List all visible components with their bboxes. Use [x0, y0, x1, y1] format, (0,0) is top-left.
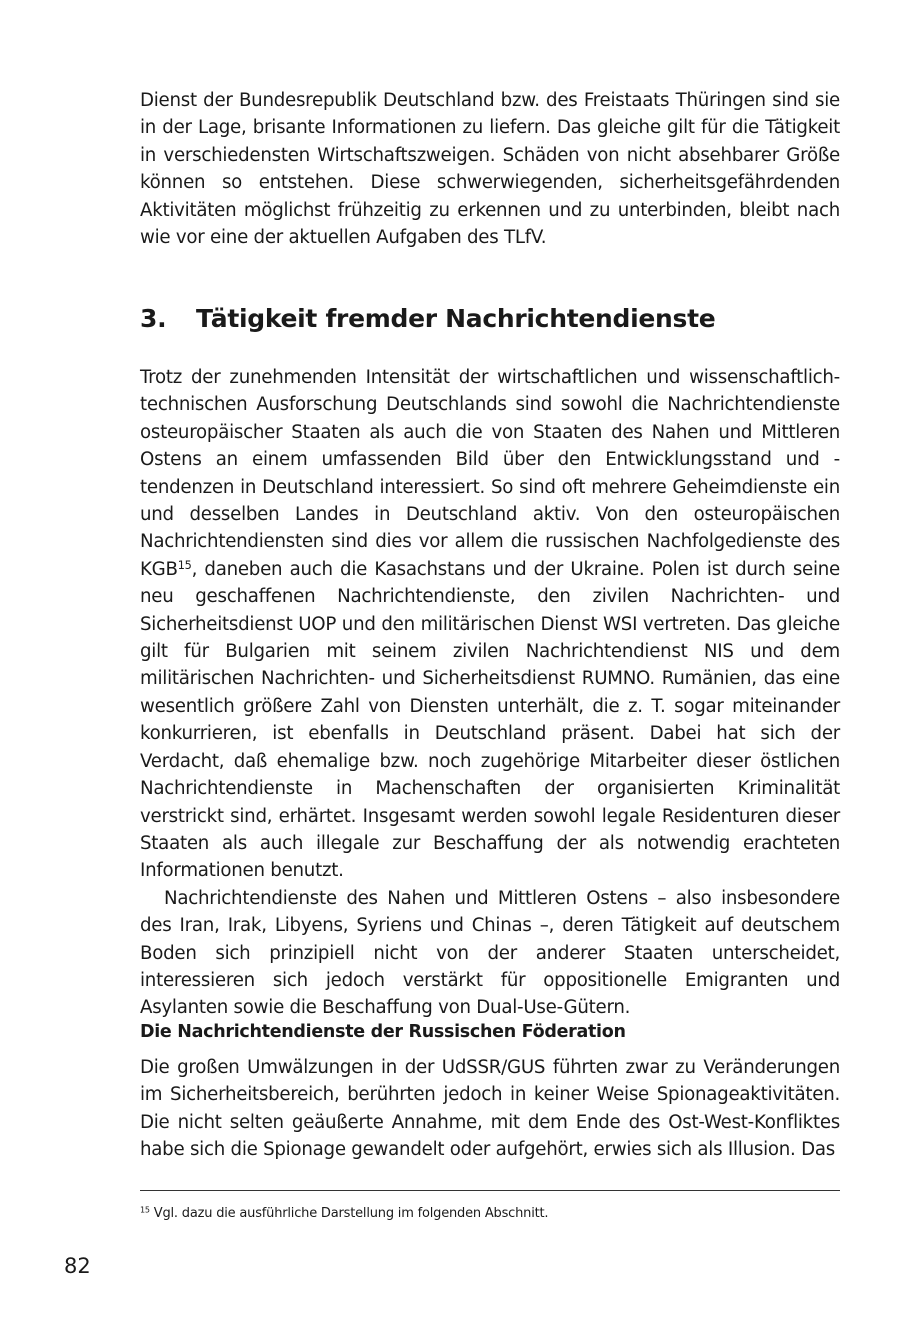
- page-number: 82: [64, 1254, 91, 1278]
- section-title: Tätigkeit fremder Nachrichtendienste: [196, 304, 716, 333]
- footnote-reference: 15: [177, 558, 192, 572]
- footnote-divider: [140, 1190, 840, 1191]
- footnote-number: 15: [140, 1205, 150, 1215]
- section-body: [140, 364, 840, 1022]
- section-heading: [140, 302, 840, 336]
- footnote-text: Vgl. dazu die ausführliche Darstellung im folgenden Abschnitt.: [149, 1206, 549, 1221]
- paragraph-text-after-ref: , daneben auch die Kasachstans und der Ukraine. Polen ist durch seine neu geschaffenen Nachrichtendienste, den zivilen Nachrichten- und Sicherheitsdienst UOP und den militärischen Dienst WSI vertreten. Das gleiche gilt für Bulgarien mit seinem zivilen Nachrichtendienst NIS und dem militärischen Nachrichten- und Sicherheitsdienst RUMNO. Rumänien, das eine wesentlich größere Zahl von Diensten unterhält, die z. T. sogar miteinander konkurrieren, ist ebenfalls in Deutschland präsent. Dabei hat sich der Verdacht, daß ehemalige bzw. noch zugehörige Mitarbeiter dieser östlichen Nachrichtendienste in Machenschaften der organisierten Kriminalität verstrickt sind, erhärtet. Insgesamt werden sowohl legale Residenturen dieser Staaten als auch illegale zur Beschaffung der als notwendig erachteten Informationen benutzt.: [140, 558, 840, 882]
- subsection-heading: Die Nachrichtendienste der Russischen Föderation: [140, 1022, 626, 1042]
- paragraph-middle-east-services: Nachrichtendienste des Nahen und Mittleren Ostens – also insbesondere des Iran, Irak, Libyens, Syriens und Chinas –, deren Tätigkeit auf deutschem Boden sich prinzipiell nicht von der anderer Staaten unterscheidet, interessieren sich jedoch verstärkt für oppositionelle Emigranten und Asylanten sowie die Beschaffung von Dual-Use-Gütern.: [140, 887, 840, 1019]
- paragraph-eastern-services: [140, 364, 840, 885]
- paragraph-text-before-ref: Trotz der zunehmenden Intensität der wirtschaftlichen und wissenschaftlich-technischen Ausforschung Deutschlands sind sowohl die Nachrichtendienste osteuropäischer Staaten als auch die von Staaten des Nahen und Mittleren Ostens an einem umfassenden Bild über den Entwicklungsstand und -tendenzen in Deutschland interessiert. So sind oft mehrere Geheimdienste ein und desselben Landes in Deutschland aktiv. Von den osteuropäischen Nachrichtendiensten sind dies vor allem die russischen Nachfolgedienste des KGB: [140, 367, 840, 580]
- paragraph-russian-federation: Die großen Umwälzungen in der UdSSR/GUS führten zwar zu Veränderungen im Sicherheitsbereich, berührten jedoch in keiner Weise Spionageaktivitäten. Die nicht selten geäußerte Annahme, mit dem Ende des Ost-West-Konfliktes habe sich die Spionage gewandelt oder aufgehört, erwies sich als Illusion. Das: [140, 1057, 840, 1161]
- section-number: 3.: [140, 304, 167, 333]
- footnote: [140, 1205, 840, 1223]
- paragraph-intro: Dienst der Bundesrepublik Deutschland bzw. des Freistaats Thüringen sind sie in der Lage, brisante Informationen zu liefern. Das gleiche gilt für die Tätigkeit in verschiedensten Wirtschaftszweigen. Schäden von nicht absehbarer Größe können so entstehen. Diese schwerwiegenden, sicherheitsgefährdenden Aktivitäten möglichst frühzeitig zu erkennen und zu unterbinden, bleibt nach wie vor eine der aktuellen Aufgaben des TLfV.: [140, 90, 840, 249]
